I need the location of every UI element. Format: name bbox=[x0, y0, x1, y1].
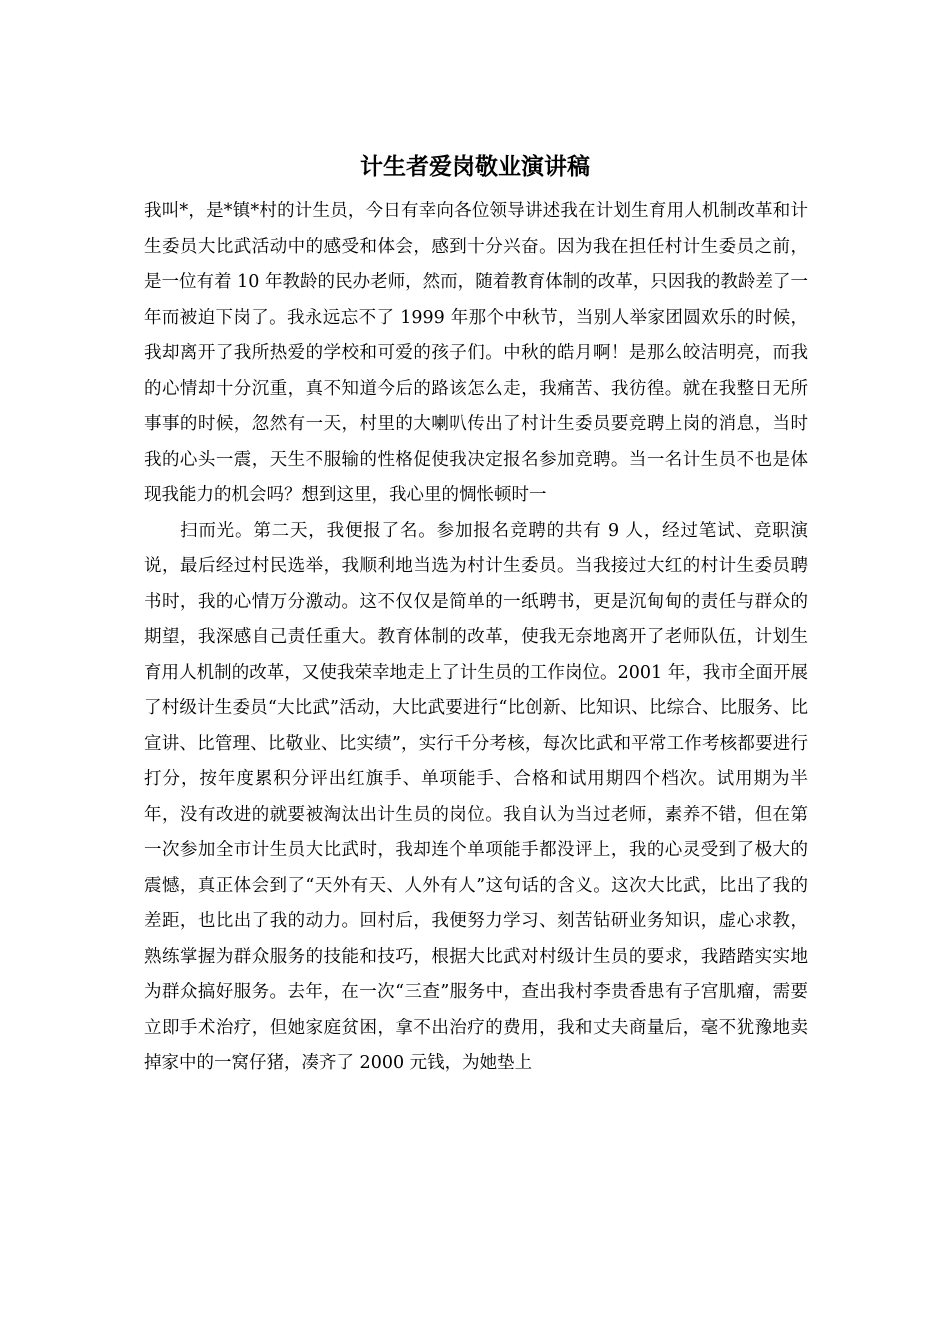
paragraph-1: 我叫*，是*镇*村的计生员，今日有幸向各位领导讲述我在计划生育用人机制改革和计生委员大比武活动中的感受和体会，感到十分兴奋。因为我在担任村计生委员之前，是一位有着 10 年教龄的民办老师，然而，随着教育体制的改革，只因我的教龄差了一年而被迫下岗了。我永远忘不了 1999 年那个中秋节，当别人举家团圆欢乐的时候，我却离开了我所热爱的学校和可爱的孩子们。中秋的皓月啊！是那么皎洁明亮，而我的心情却十分沉重，真不知道今后的路该怎么走，我痛苦、我彷徨。就在我整日无所事事的时候，忽然有一天，村里的大喇叭传出了村计生委员要竞聘上岗的消息，当时我的心头一震，天生不服输的性格促使我决定报名参加竞聘。当一名计生员不也是体现我能力的机会吗？想到这里，我心里的惆怅顿时一 bbox=[144, 201, 808, 505]
paragraph-2: 扫而光。第二天，我便报了名。参加报名竞聘的共有 9 人，经过笔试、竞职演说，最后经过村民选举，我顺利地当选为村计生委员。当我接过大红的村计生委员聘书时，我的心情万分激动。这不仅仅是简单的一纸聘书，更是沉甸甸的责任与群众的期望，我深感自己责任重大。教育体制的改革，使我无奈地离开了老师队伍，计划生育用人机制的改革，又使我荣幸地走上了计生员的工作岗位。2001 年，我市全面开展了村级计生委员“大比武”活动，大比武要进行“比创新、比知识、比综合、比服务、比宣讲、比管理、比敬业、比实绩”，实行千分考核，每次比武和平常工作考核都要进行打分，按年度累积分评出红旗手、单项能手、合格和试用期四个档次。试用期为半年，没有改进的就要被淘汰出计生员的岗位。我自认为当过老师，素养不错，但在第一次参加全市计生员大比武时，我却连个单项能手都没评上，我的心灵受到了极大的震憾，真正体会到了“天外有天、人外有人”这句话的含义。这次大比武，比出了我的差距，也比出了我的动力。回村后，我便努力学习、刻苦钻研业务知识，虚心求教，熟练掌握为群众服务的技能和技巧，根据大比武对村级计生员的要求，我踏踏实实地为群众搞好服务。去年，在一次“三查”服务中，查出我村李贵香患有子宫肌瘤，需要立即手术治疗，但她家庭贫困，拿不出治疗的费用，我和丈夫商量后，毫不犹豫地卖掉家中的一窝仔猪，凑齐了 2000 元钱，为她垫上 bbox=[144, 520, 808, 1073]
document-title: 计生者爱岗敬业演讲稿 bbox=[360, 154, 590, 180]
document-body bbox=[144, 194, 808, 1082]
